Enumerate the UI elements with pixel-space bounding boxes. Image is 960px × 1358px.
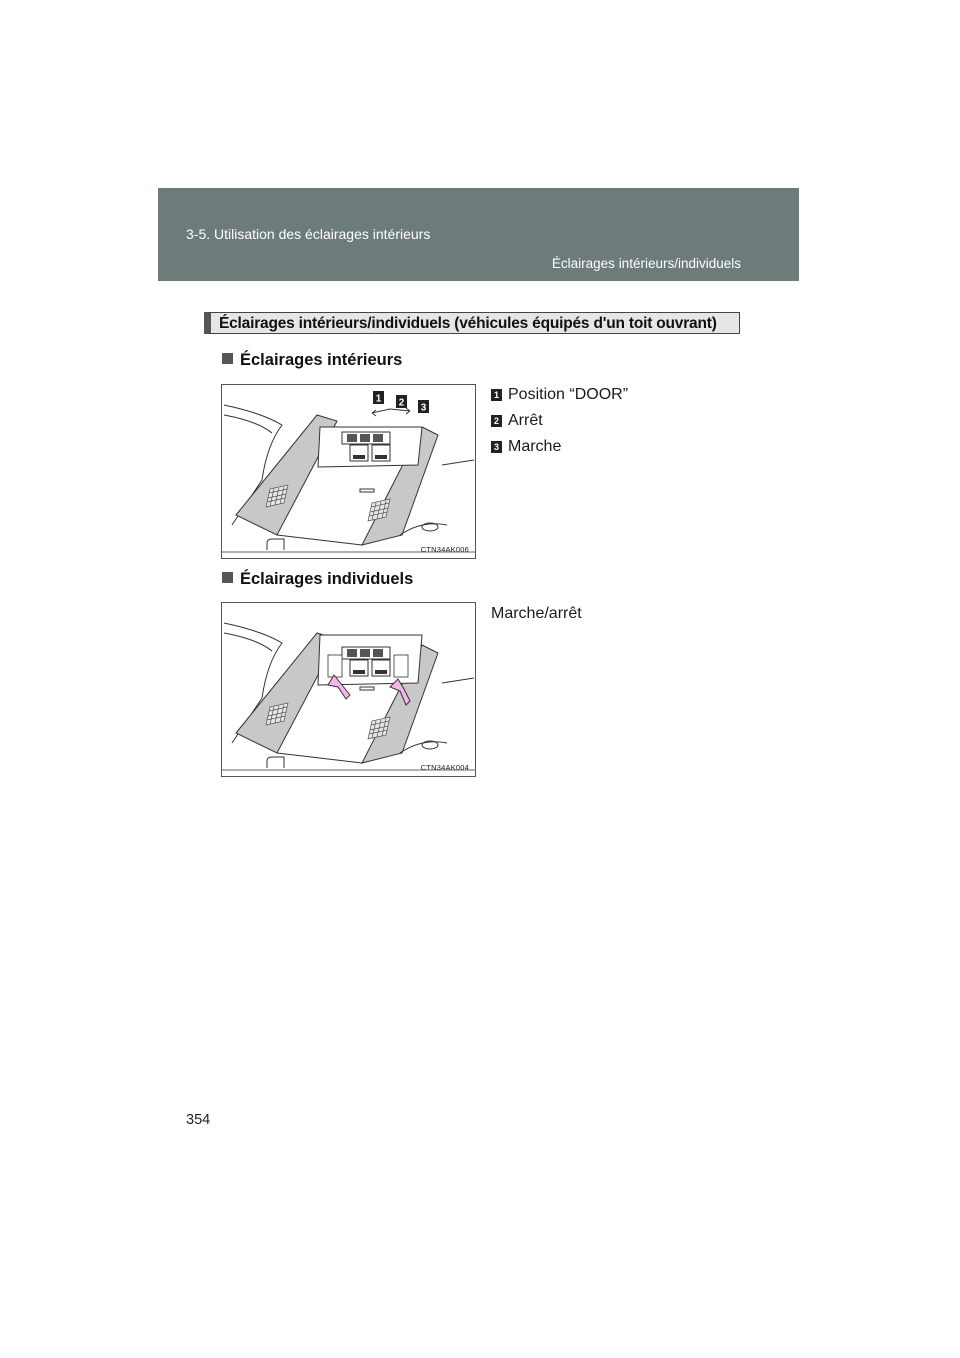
personal-heading-text: Éclairages individuels <box>240 570 414 588</box>
legend-text: Arrêt <box>508 412 543 429</box>
personal-lights-illustration <box>222 603 476 777</box>
figure-label-2: 2 <box>398 397 405 409</box>
legend-text: Marche <box>508 438 562 455</box>
legend-item-on <box>491 438 561 456</box>
interior-heading-text: Éclairages intérieurs <box>240 351 403 369</box>
personal-description: Marche/arrêt <box>491 605 582 622</box>
page-number: 354 <box>186 1112 211 1128</box>
personal-heading <box>222 570 413 589</box>
legend-item-door <box>491 386 628 404</box>
interior-lights-figure <box>221 384 476 559</box>
legend-text: Position “DOOR” <box>508 386 629 403</box>
legend-item-off <box>491 412 543 430</box>
number-badge: 1 <box>491 389 502 401</box>
section-title: Éclairages intérieurs/individuels (véhicules équipés d'un toit ouvrant) <box>219 315 717 332</box>
figure-label-1: 1 <box>375 393 382 405</box>
square-bullet-icon <box>222 353 233 364</box>
page-header <box>158 188 799 281</box>
interior-lights-illustration <box>222 385 476 559</box>
square-bullet-icon <box>222 572 233 583</box>
header-title: Éclairages intérieurs/individuels <box>551 256 741 271</box>
section-title-bar <box>204 312 740 334</box>
figure-caption: CTN34AK004 <box>420 763 469 772</box>
figure-caption: CTN34AK006 <box>420 545 469 554</box>
figure-label-3: 3 <box>420 402 427 414</box>
number-badge: 3 <box>491 441 502 453</box>
number-badge: 2 <box>491 415 502 427</box>
personal-lights-figure <box>221 602 476 777</box>
interior-heading <box>222 351 402 370</box>
section-breadcrumb: 3-5. Utilisation des éclairages intérieurs <box>186 226 431 242</box>
